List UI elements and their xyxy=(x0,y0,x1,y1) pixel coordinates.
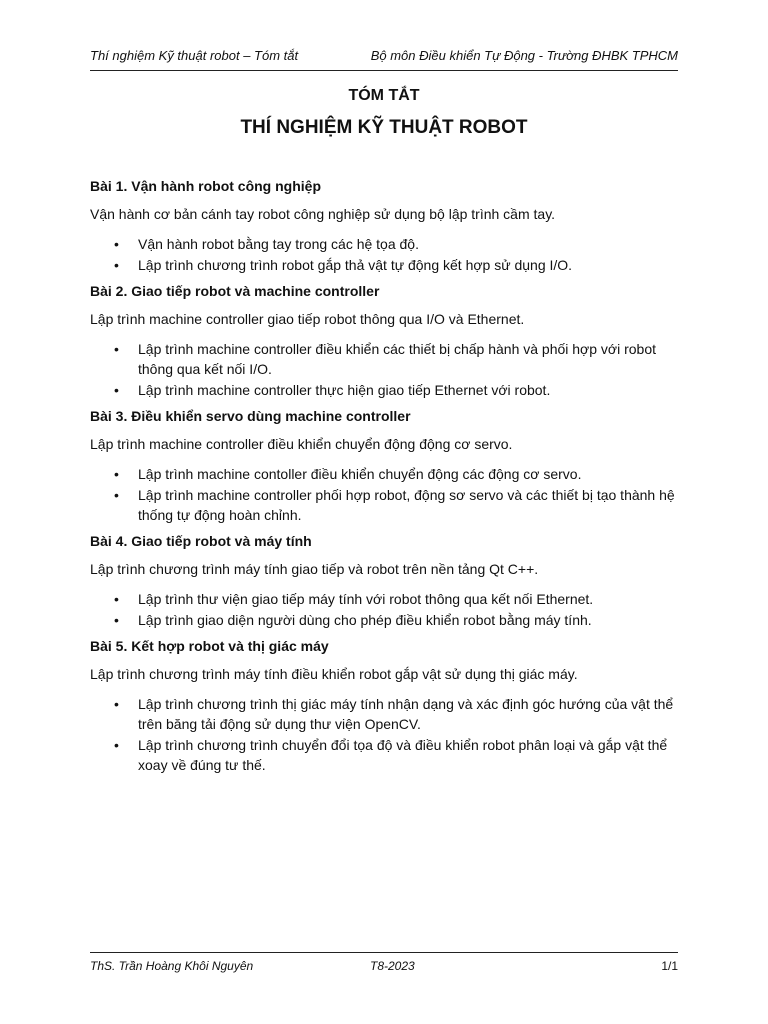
bullet-icon: • xyxy=(114,236,119,252)
bullet-icon: • xyxy=(114,696,119,712)
section-title: Bài 2. Giao tiếp robot và machine controller xyxy=(90,283,380,299)
list-item xyxy=(90,464,680,484)
section-2 xyxy=(90,281,680,400)
section-title: Bài 5. Kết hợp robot và thị giác máy xyxy=(90,638,329,654)
header-right-text: Bộ môn Điều khiển Tự Động - Trường ĐHBK TPHCM xyxy=(370,48,678,63)
list-item xyxy=(90,735,680,775)
page-header xyxy=(90,47,678,65)
list-item-text: Lập trình machine contoller điều khiển chuyển động các động cơ servo. xyxy=(138,466,582,482)
section-title: Bài 1. Vận hành robot công nghiệp xyxy=(90,178,322,194)
list-item xyxy=(90,339,680,379)
list-item-text: Lập trình machine controller thực hiện giao tiếp Ethernet với robot. xyxy=(138,382,551,398)
list-item xyxy=(90,610,680,630)
section-3 xyxy=(90,406,680,525)
list-item-text: Lập trình thư viện giao tiếp máy tính với robot thông qua kết nối Ethernet. xyxy=(138,591,594,607)
footer-author: ThS. Trần Hoàng Khôi Nguyên xyxy=(90,959,254,973)
bullet-list xyxy=(90,464,680,525)
section-4 xyxy=(90,531,680,630)
bullet-icon: • xyxy=(114,341,119,357)
section-1 xyxy=(90,176,680,275)
list-item xyxy=(90,485,680,525)
list-item xyxy=(90,694,680,734)
section-description: Lập trình chương trình máy tính điều khiển robot gắp vật sử dụng thị giác máy. xyxy=(90,666,578,682)
page-footer xyxy=(90,957,678,975)
bullet-icon: • xyxy=(114,382,119,398)
list-item-text: Vận hành robot bằng tay trong các hệ tọa độ. xyxy=(138,236,419,252)
list-item-text: Lập trình chương trình chuyển đổi tọa độ và điều khiển robot phân loại và gắp vật thể xoay về đúng tư thế. xyxy=(138,737,668,773)
list-item xyxy=(90,255,680,275)
section-5 xyxy=(90,636,680,775)
footer-divider xyxy=(90,952,678,953)
section-title: Bài 4. Giao tiếp robot và máy tính xyxy=(90,533,312,549)
content-body xyxy=(90,176,680,781)
section-description: Lập trình machine controller giao tiếp robot thông qua I/O và Ethernet. xyxy=(90,311,525,327)
list-item xyxy=(90,234,680,254)
bullet-icon: • xyxy=(114,591,119,607)
bullet-icon: • xyxy=(114,257,119,273)
doc-title-small: TÓM TẮT xyxy=(348,87,420,104)
bullet-list xyxy=(90,589,680,630)
bullet-icon: • xyxy=(114,466,119,482)
list-item-text: Lập trình machine controller phối hợp robot, động sơ servo và các thiết bị tạo thành hệ thống tự động hoàn chỉnh. xyxy=(138,487,675,523)
header-divider xyxy=(90,70,678,71)
doc-title-main: THÍ NGHIỆM KỸ THUẬT ROBOT xyxy=(240,117,528,138)
section-description: Lập trình machine controller điều khiển chuyển động động cơ servo. xyxy=(90,436,513,452)
list-item-text: Lập trình giao diện người dùng cho phép điều khiển robot bằng máy tính. xyxy=(138,612,592,628)
bullet-list xyxy=(90,234,680,275)
bullet-icon: • xyxy=(114,487,119,503)
bullet-list xyxy=(90,339,680,400)
list-item xyxy=(90,589,680,609)
section-description: Lập trình chương trình máy tính giao tiếp và robot trên nền tảng Qt C++. xyxy=(90,561,539,577)
section-title: Bài 3. Điều khiển servo dùng machine controller xyxy=(90,408,411,424)
list-item xyxy=(90,380,680,400)
page-number: 1/1 xyxy=(661,959,678,973)
bullet-icon: • xyxy=(114,612,119,628)
header-left-text: Thí nghiệm Kỹ thuật robot – Tóm tắt xyxy=(90,48,299,63)
section-description: Vận hành cơ bản cánh tay robot công nghiệp sử dụng bộ lập trình cầm tay. xyxy=(90,206,556,222)
footer-date: T8-2023 xyxy=(370,959,415,973)
list-item-text: Lập trình chương trình thị giác máy tính nhận dạng và xác định góc hướng của vật thể trên băng tải động sử dụng thư viện OpenCV. xyxy=(138,696,674,732)
list-item-text: Lập trình chương trình robot gắp thả vật tự động kết hợp sử dụng I/O. xyxy=(138,257,573,273)
list-item-text: Lập trình machine controller điều khiển các thiết bị chấp hành và phối hợp với robot thông qua kết nối I/O. xyxy=(138,341,657,377)
bullet-list xyxy=(90,694,680,775)
bullet-icon: • xyxy=(114,737,119,753)
